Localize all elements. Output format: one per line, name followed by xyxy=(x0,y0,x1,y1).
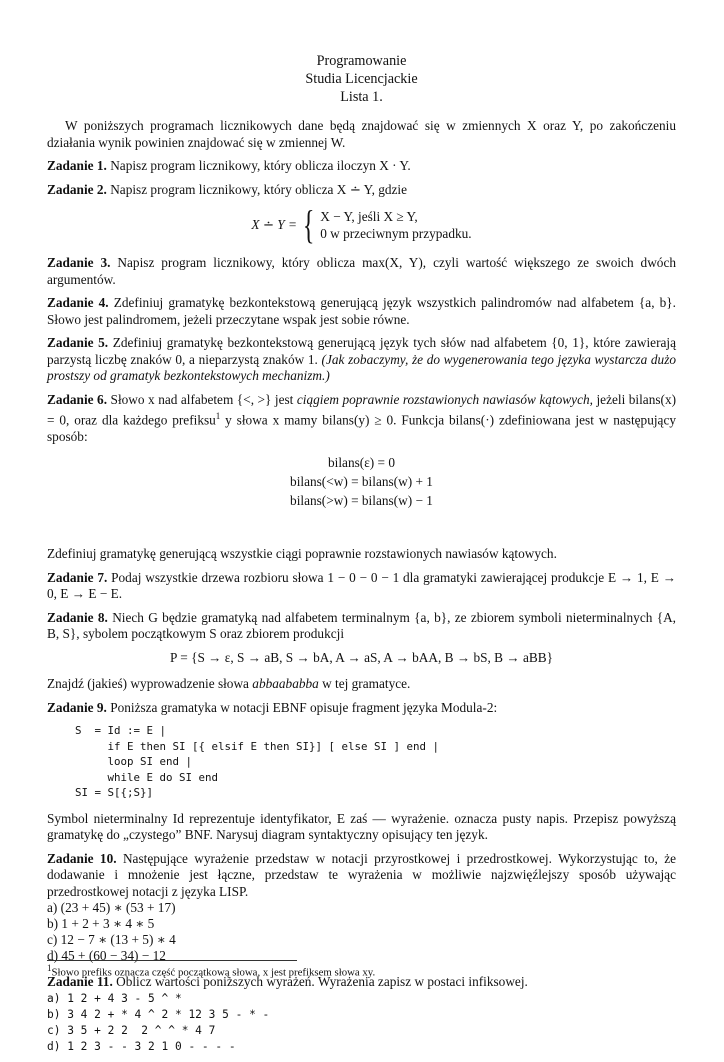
task-6-eq-2: bilans(<w) = bilans(w) + 1 xyxy=(290,474,433,490)
task-11-items xyxy=(47,991,676,1055)
task-10-item: c) 12 − 7 ∗ (13 + 5) ∗ 4 xyxy=(47,932,176,948)
task-11-item: b) 3 4 2 + * 4 ^ 2 * 12 3 5 - * - xyxy=(47,1007,270,1021)
task-8 xyxy=(47,610,676,643)
task-10-item: b) 1 + 2 + 3 ∗ 4 ∗ 5 xyxy=(47,916,155,932)
task-8-text: Niech G będzie gramatyką nad alfabetem terminalnym {a, b}, ze zbiorem symboli nieterminalnych {A, B, S}, sybolem początkowym S oraz zbiorem produkcji xyxy=(47,609,677,642)
brace-symbol: { xyxy=(302,202,315,247)
document-page xyxy=(47,52,676,1062)
task-8-productions: P = {S → ε, S → aB, S → bA, A → aS, A → bAA, B → bS, B → aBB} xyxy=(170,649,553,665)
document-header xyxy=(47,52,676,106)
task-7-text: Podaj wszystkie drzewa rozbioru słowa 1 − 0 − 0 − 1 dla gramatyki zawierającej produkcje E → 1, E → 0, E → E − E. xyxy=(47,569,676,602)
task-8-after xyxy=(47,676,676,693)
footnote-ref: 1 xyxy=(215,411,221,421)
task-5-label: Zadanie 5. xyxy=(47,335,109,350)
program-title: Studia Licencjackie xyxy=(305,71,418,87)
task-7-label: Zadanie 7. xyxy=(47,569,108,585)
footnote-divider xyxy=(47,960,297,961)
task-6-text-b: jeżeli bilans(x) = 0, oraz dla każdego prefiksu xyxy=(47,391,677,428)
task-11-item: a) 1 2 + 4 3 - 5 ^ * xyxy=(47,991,182,1005)
task-6-after: Zdefiniuj gramatykę generującą wszystkie ciągi poprawnie rozstawionych nawiasów kątowych. xyxy=(47,546,557,562)
task-6-label: Zadanie 6. xyxy=(47,391,108,407)
task-2-cases xyxy=(320,208,471,242)
task-10-item: d) 45 + (60 − 34) − 12 xyxy=(47,948,166,964)
task-11-item: d) 1 2 3 - - 3 2 1 0 - - - - xyxy=(47,1039,236,1053)
task-11-text: Oblicz wartości poniższych wyrażeń. Wyrażenia zapisz w postaci infiksowej. xyxy=(116,974,528,990)
task-10 xyxy=(47,851,676,901)
task-9-label: Zadanie 9. xyxy=(47,699,107,715)
task-3-label: Zadanie 3. xyxy=(47,255,111,270)
task-6-eq-3: bilans(>w) = bilans(w) − 1 xyxy=(290,493,433,509)
task-2 xyxy=(47,182,676,199)
task-10-label: Zadanie 10. xyxy=(47,850,117,866)
task-6-text-a: Słowo x nad alfabetem {<, >} jest xyxy=(110,391,294,407)
task-4-text: Zdefiniuj gramatykę bezkontekstową generującą język wszystkich palindromów nad alfabetem {a, b}. Słowo jest palindromem, jeżeli przeczytane wspak jest sobie równe. xyxy=(47,295,676,327)
footnote-text: Słowo prefiks oznacza część początkową słowa, x jest prefiksem słowa xy. xyxy=(51,966,376,979)
task-9-after: Symbol nieterminalny Id reprezentuje identyfikator, E zaś — wyrażenie. oznacza pusty napis. Przepisz powyższą gramatykę do „czystego” BNF. Narysuj diagram syntaktyczny opisujący ten język. xyxy=(47,810,676,843)
task-2-text: Napisz program licznikowy, który oblicza X ∸ Y, gdzie xyxy=(110,181,408,197)
task-5 xyxy=(47,335,676,385)
task-2-lhs: X ∸ Y = xyxy=(251,216,297,232)
task-10-item: a) (23 + 45) ∗ (53 + 17) xyxy=(47,900,176,916)
task-1 xyxy=(47,158,676,175)
task-10-items xyxy=(47,900,676,964)
task-3-text: Napisz program licznikowy, który oblicza max(X, Y), czyli wartość większego ze swoich dwóch argumentów. xyxy=(47,255,676,287)
task-2-case-2: 0 w przeciwnym przypadku. xyxy=(320,226,472,241)
list-title: Lista 1. xyxy=(340,89,383,105)
task-5-text: Zdefiniuj gramatykę bezkontekstową generującą język tych słów nad alfabetem {0, 1}, które zawierają parzystą liczbę znaków 0, a nieparzystą znaków 1. xyxy=(47,335,676,367)
task-7 xyxy=(47,570,676,603)
task-9-text: Poniższa gramatyka w notacji EBNF opisuje fragment języka Modula-2: xyxy=(110,699,498,715)
task-6-definition-term: ciągiem poprawnie rozstawionych nawiasów kątowych, xyxy=(296,391,593,407)
task-8-after-a: Znajdź (jakieś) wyprowadzenie słowa xyxy=(47,676,249,692)
task-8-word: abbaababba xyxy=(252,676,319,692)
task-4 xyxy=(47,295,676,328)
task-5-remark: (Jak zobaczymy, że do wygenerowania tego języka wystarcza dużo prostszy od gramatyk bezkontekstowych mechanizm.) xyxy=(47,351,677,383)
task-9 xyxy=(47,700,676,717)
task-6-equations xyxy=(47,453,676,510)
task-11-item: c) 3 5 + 2 2 2 ^ ^ * 4 7 xyxy=(47,1023,216,1037)
task-6-text-c: y słowa x mamy bilans(y) ≥ 0. Funkcja bilans(·) zdefiniowana jest w następujący sposób: xyxy=(47,412,676,444)
task-3 xyxy=(47,255,676,288)
task-1-label: Zadanie 1. xyxy=(47,158,107,173)
task-2-formula xyxy=(47,202,676,247)
task-4-label: Zadanie 4. xyxy=(47,295,109,310)
task-6 xyxy=(47,392,676,446)
footnote xyxy=(47,963,375,979)
task-9-ebnf-code: S = Id := E | if E then SI [{ elsif E then SI}] [ else SI ] end | loop SI end | while E do SI end SI = S[{;S}] xyxy=(75,724,440,800)
task-8-label: Zadanie 8. xyxy=(47,609,108,625)
footnote-mark: 1 xyxy=(47,963,52,973)
task-8-after-b: w tej gramatyce. xyxy=(322,676,411,692)
task-1-text: Napisz program licznikowy, który oblicza iloczyn X · Y. xyxy=(110,158,411,173)
course-title: Programowanie xyxy=(316,53,407,69)
task-11-label: Zadanie 11. xyxy=(47,974,113,990)
task-2-label: Zadanie 2. xyxy=(47,181,107,197)
task-10-text: Następujące wyrażenie przedstaw w notacji przyrostkowej i przedrostkowej. Wykorzystując to, że dodawanie i mnożenie jest łączne, przedstaw te wyrażenia w możliwie najzwięźlejszy sposób używając przedrostkowej notacji z języka LISP. xyxy=(47,850,677,899)
task-2-case-1: X − Y, jeśli X ≥ Y, xyxy=(320,209,418,224)
task-6-eq-1: bilans(ε) = 0 xyxy=(328,455,395,471)
intro-paragraph: W poniższych programach licznikowych dane będą znajdować się w zmiennych X oraz Y, po zakończeniu działania wynik powinien znajdować się w zmiennej W. xyxy=(47,118,676,150)
